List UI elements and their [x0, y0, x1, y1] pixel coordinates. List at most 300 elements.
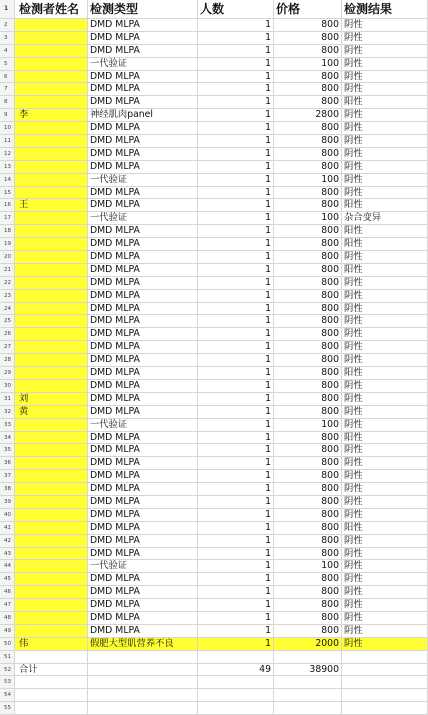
- cell-price[interactable]: 800: [274, 264, 342, 276]
- cell-result[interactable]: 阴性: [342, 251, 428, 263]
- cell-name[interactable]: [15, 212, 88, 224]
- cell-type[interactable]: DMD MLPA: [88, 367, 198, 379]
- cell-price[interactable]: 800: [274, 548, 342, 560]
- cell-type[interactable]: DMD MLPA: [88, 573, 198, 585]
- cell-result[interactable]: 阴性: [342, 586, 428, 598]
- cell-name[interactable]: 黄: [15, 406, 88, 418]
- cell-count[interactable]: 1: [198, 380, 274, 392]
- cell-price[interactable]: 800: [274, 522, 342, 534]
- table-row: [0, 135, 428, 148]
- cell-result[interactable]: [342, 664, 428, 676]
- cell-price[interactable]: 100: [274, 174, 342, 186]
- cell-price[interactable]: 800: [274, 483, 342, 495]
- cell-count[interactable]: 1: [198, 19, 274, 31]
- cell-name[interactable]: [15, 83, 88, 95]
- cell-price[interactable]: 800: [274, 96, 342, 108]
- cell-result[interactable]: 阴性: [342, 380, 428, 392]
- cell-type[interactable]: DMD MLPA: [88, 432, 198, 444]
- cell-result[interactable]: 阳性: [342, 96, 428, 108]
- cell-price[interactable]: 800: [274, 457, 342, 469]
- cell-name[interactable]: [15, 122, 88, 134]
- cell-result[interactable]: 阳性: [342, 522, 428, 534]
- cell-type[interactable]: DMD MLPA: [88, 483, 198, 495]
- cell-count[interactable]: 1: [198, 174, 274, 186]
- cell-result[interactable]: [342, 651, 428, 663]
- cell-count[interactable]: 1: [198, 212, 274, 224]
- cell-price[interactable]: 800: [274, 341, 342, 353]
- cell-price[interactable]: 800: [274, 535, 342, 547]
- cell-type[interactable]: DMD MLPA: [88, 586, 198, 598]
- cell-count[interactable]: 1: [198, 509, 274, 521]
- cell-name[interactable]: 刘: [15, 393, 88, 405]
- cell-result[interactable]: 阳性: [342, 432, 428, 444]
- cell-result[interactable]: 阴性: [342, 509, 428, 521]
- cell-type[interactable]: [88, 702, 198, 714]
- cell-price[interactable]: 800: [274, 71, 342, 83]
- cell-result[interactable]: 阴性: [342, 573, 428, 585]
- header-name[interactable]: 检测者姓名: [15, 0, 88, 18]
- cell-price[interactable]: [274, 702, 342, 714]
- cell-count[interactable]: 1: [198, 109, 274, 121]
- cell-name[interactable]: [15, 161, 88, 173]
- cell-count[interactable]: 1: [198, 277, 274, 289]
- cell-count[interactable]: 1: [198, 315, 274, 327]
- table-row: [0, 548, 428, 561]
- cell-count[interactable]: 1: [198, 457, 274, 469]
- cell-name[interactable]: [15, 625, 88, 637]
- cell-name[interactable]: 伟: [15, 638, 88, 650]
- cell-name[interactable]: [15, 535, 88, 547]
- cell-result[interactable]: 阴性: [342, 19, 428, 31]
- cell-name[interactable]: [15, 135, 88, 147]
- cell-type[interactable]: DMD MLPA: [88, 187, 198, 199]
- cell-count[interactable]: 1: [198, 470, 274, 482]
- cell-price[interactable]: 100: [274, 212, 342, 224]
- cell-count[interactable]: 1: [198, 238, 274, 250]
- cell-price[interactable]: 800: [274, 32, 342, 44]
- cell-name[interactable]: [15, 560, 88, 572]
- cell-count[interactable]: 1: [198, 58, 274, 70]
- cell-result[interactable]: [342, 689, 428, 701]
- cell-price[interactable]: 100: [274, 58, 342, 70]
- cell-count[interactable]: 1: [198, 406, 274, 418]
- cell-name[interactable]: [15, 354, 88, 366]
- row-number: 22: [0, 277, 15, 289]
- cell-price[interactable]: 800: [274, 367, 342, 379]
- cell-type[interactable]: DMD MLPA: [88, 470, 198, 482]
- cell-type[interactable]: DMD MLPA: [88, 625, 198, 637]
- cell-name[interactable]: [15, 58, 88, 70]
- cell-count[interactable]: 1: [198, 251, 274, 263]
- cell-type[interactable]: DMD MLPA: [88, 264, 198, 276]
- cell-count[interactable]: [198, 702, 274, 714]
- cell-type[interactable]: DMD MLPA: [88, 148, 198, 160]
- table-row: [0, 470, 428, 483]
- cell-price[interactable]: 800: [274, 599, 342, 611]
- cell-price[interactable]: 800: [274, 19, 342, 31]
- cell-type[interactable]: DMD MLPA: [88, 19, 198, 31]
- cell-count[interactable]: 1: [198, 638, 274, 650]
- cell-type[interactable]: DMD MLPA: [88, 328, 198, 340]
- cell-name[interactable]: [15, 187, 88, 199]
- cell-result[interactable]: 阴性: [342, 406, 428, 418]
- cell-name[interactable]: [15, 509, 88, 521]
- cell-name[interactable]: [15, 522, 88, 534]
- cell-price[interactable]: [274, 651, 342, 663]
- cell-result[interactable]: 阴性: [342, 483, 428, 495]
- cell-price[interactable]: 800: [274, 303, 342, 315]
- cell-result[interactable]: 阴性: [342, 457, 428, 469]
- cell-type[interactable]: DMD MLPA: [88, 548, 198, 560]
- row-number: 53: [0, 676, 15, 688]
- cell-type[interactable]: DMD MLPA: [88, 612, 198, 624]
- cell-name[interactable]: 王: [15, 199, 88, 211]
- header-result[interactable]: 检测结果: [342, 0, 428, 18]
- cell-count[interactable]: 1: [198, 225, 274, 237]
- cell-count[interactable]: 1: [198, 535, 274, 547]
- row-number: 8: [0, 96, 15, 108]
- cell-name[interactable]: [15, 457, 88, 469]
- table-row: [0, 393, 428, 406]
- table-row: [0, 109, 428, 122]
- cell-price[interactable]: 800: [274, 187, 342, 199]
- cell-result[interactable]: 阴性: [342, 328, 428, 340]
- cell-result[interactable]: 阴性: [342, 148, 428, 160]
- cell-price[interactable]: 2800: [274, 109, 342, 121]
- cell-name[interactable]: [15, 238, 88, 250]
- cell-price[interactable]: [274, 689, 342, 701]
- cell-result[interactable]: 阴性: [342, 625, 428, 637]
- cell-name[interactable]: [15, 676, 88, 688]
- cell-price[interactable]: [274, 676, 342, 688]
- cell-count[interactable]: 1: [198, 32, 274, 44]
- cell-result[interactable]: 阴性: [342, 548, 428, 560]
- cell-name[interactable]: [15, 702, 88, 714]
- cell-count[interactable]: 1: [198, 135, 274, 147]
- cell-type[interactable]: DMD MLPA: [88, 71, 198, 83]
- cell-name[interactable]: [15, 444, 88, 456]
- cell-type[interactable]: DMD MLPA: [88, 122, 198, 134]
- cell-name[interactable]: [15, 483, 88, 495]
- cell-result[interactable]: 阴性: [342, 187, 428, 199]
- cell-price[interactable]: 800: [274, 380, 342, 392]
- cell-type[interactable]: DMD MLPA: [88, 161, 198, 173]
- cell-price[interactable]: 800: [274, 83, 342, 95]
- cell-name[interactable]: [15, 573, 88, 585]
- cell-count[interactable]: 1: [198, 96, 274, 108]
- cell-name[interactable]: [15, 341, 88, 353]
- cell-type[interactable]: DMD MLPA: [88, 341, 198, 353]
- cell-result[interactable]: 阳性: [342, 199, 428, 211]
- cell-result[interactable]: 阴性: [342, 560, 428, 572]
- cell-count[interactable]: 1: [198, 419, 274, 431]
- cell-name[interactable]: [15, 599, 88, 611]
- cell-type[interactable]: 假肥大型肌营养不良: [88, 638, 198, 650]
- row-number: 38: [0, 483, 15, 495]
- cell-count[interactable]: 1: [198, 290, 274, 302]
- cell-count[interactable]: 1: [198, 548, 274, 560]
- cell-count[interactable]: 1: [198, 483, 274, 495]
- cell-count[interactable]: 1: [198, 71, 274, 83]
- cell-count[interactable]: 1: [198, 522, 274, 534]
- cell-count[interactable]: 1: [198, 393, 274, 405]
- cell-name[interactable]: [15, 470, 88, 482]
- cell-name[interactable]: [15, 380, 88, 392]
- cell-type[interactable]: DMD MLPA: [88, 277, 198, 289]
- cell-name[interactable]: [15, 315, 88, 327]
- cell-type[interactable]: DMD MLPA: [88, 406, 198, 418]
- cell-count[interactable]: 1: [198, 573, 274, 585]
- cell-result[interactable]: 阳性: [342, 238, 428, 250]
- cell-name[interactable]: [15, 251, 88, 263]
- cell-count[interactable]: 1: [198, 328, 274, 340]
- cell-result[interactable]: 阴性: [342, 277, 428, 289]
- cell-name[interactable]: [15, 586, 88, 598]
- cell-price[interactable]: 800: [274, 573, 342, 585]
- cell-type[interactable]: DMD MLPA: [88, 315, 198, 327]
- cell-count[interactable]: [198, 651, 274, 663]
- cell-type[interactable]: DMD MLPA: [88, 135, 198, 147]
- cell-count[interactable]: [198, 689, 274, 701]
- cell-name[interactable]: [15, 148, 88, 160]
- cell-count[interactable]: 1: [198, 199, 274, 211]
- table-row: [0, 277, 428, 290]
- cell-price[interactable]: 800: [274, 496, 342, 508]
- row-number: 44: [0, 560, 15, 572]
- cell-type[interactable]: DMD MLPA: [88, 457, 198, 469]
- cell-result[interactable]: 阴性: [342, 393, 428, 405]
- cell-price[interactable]: 800: [274, 586, 342, 598]
- cell-type[interactable]: DMD MLPA: [88, 199, 198, 211]
- cell-type[interactable]: DMD MLPA: [88, 45, 198, 57]
- cell-type[interactable]: DMD MLPA: [88, 393, 198, 405]
- cell-price[interactable]: 800: [274, 290, 342, 302]
- header-count[interactable]: 人数: [198, 0, 274, 18]
- cell-type[interactable]: DMD MLPA: [88, 290, 198, 302]
- cell-type[interactable]: 一代验证: [88, 419, 198, 431]
- cell-result[interactable]: 阴性: [342, 470, 428, 482]
- cell-price[interactable]: 800: [274, 277, 342, 289]
- cell-price[interactable]: 800: [274, 238, 342, 250]
- cell-type[interactable]: DMD MLPA: [88, 535, 198, 547]
- cell-result[interactable]: 阴性: [342, 341, 428, 353]
- cell-count[interactable]: 1: [198, 586, 274, 598]
- cell-result[interactable]: 阴性: [342, 174, 428, 186]
- cell-price[interactable]: 800: [274, 122, 342, 134]
- cell-result[interactable]: 阴性: [342, 290, 428, 302]
- cell-type[interactable]: DMD MLPA: [88, 522, 198, 534]
- cell-price[interactable]: 100: [274, 419, 342, 431]
- cell-count[interactable]: 1: [198, 612, 274, 624]
- cell-name[interactable]: [15, 96, 88, 108]
- cell-price[interactable]: 2000: [274, 638, 342, 650]
- row-number: 36: [0, 457, 15, 469]
- cell-type[interactable]: DMD MLPA: [88, 96, 198, 108]
- cell-price[interactable]: 800: [274, 625, 342, 637]
- cell-result[interactable]: 阴性: [342, 122, 428, 134]
- cell-type[interactable]: DMD MLPA: [88, 380, 198, 392]
- cell-type[interactable]: DMD MLPA: [88, 83, 198, 95]
- cell-result[interactable]: 阴性: [342, 161, 428, 173]
- cell-result[interactable]: 阴性: [342, 535, 428, 547]
- cell-result[interactable]: 阴性: [342, 58, 428, 70]
- cell-price[interactable]: 800: [274, 612, 342, 624]
- header-price[interactable]: 价格: [274, 0, 342, 18]
- table-row: [0, 122, 428, 135]
- cell-result[interactable]: 阳性: [342, 264, 428, 276]
- cell-price[interactable]: 800: [274, 444, 342, 456]
- cell-name[interactable]: [15, 290, 88, 302]
- cell-price[interactable]: 800: [274, 148, 342, 160]
- cell-price[interactable]: 800: [274, 225, 342, 237]
- row-number: 33: [0, 419, 15, 431]
- row-number: 17: [0, 212, 15, 224]
- cell-result[interactable]: 阴性: [342, 45, 428, 57]
- cell-result[interactable]: 阴性: [342, 32, 428, 44]
- cell-price[interactable]: 800: [274, 509, 342, 521]
- cell-type[interactable]: DMD MLPA: [88, 225, 198, 237]
- cell-type[interactable]: DMD MLPA: [88, 354, 198, 366]
- cell-result[interactable]: 杂合变异: [342, 212, 428, 224]
- row-number: 29: [0, 367, 15, 379]
- cell-result[interactable]: 阴性: [342, 109, 428, 121]
- cell-count[interactable]: 1: [198, 625, 274, 637]
- cell-result[interactable]: 阴性: [342, 135, 428, 147]
- cell-name[interactable]: [15, 689, 88, 701]
- cell-type[interactable]: 一代验证: [88, 212, 198, 224]
- cell-type[interactable]: DMD MLPA: [88, 251, 198, 263]
- cell-count[interactable]: 1: [198, 161, 274, 173]
- cell-name[interactable]: [15, 548, 88, 560]
- cell-count[interactable]: 1: [198, 187, 274, 199]
- cell-count[interactable]: 1: [198, 496, 274, 508]
- cell-name[interactable]: [15, 328, 88, 340]
- cell-result[interactable]: 阳性: [342, 225, 428, 237]
- cell-count[interactable]: 1: [198, 432, 274, 444]
- cell-price[interactable]: 800: [274, 328, 342, 340]
- cell-price[interactable]: 800: [274, 315, 342, 327]
- cell-name[interactable]: [15, 612, 88, 624]
- cell-result[interactable]: 阳性: [342, 367, 428, 379]
- cell-result[interactable]: 阴性: [342, 83, 428, 95]
- cell-price[interactable]: 800: [274, 406, 342, 418]
- cell-result[interactable]: 阴性: [342, 496, 428, 508]
- table-row: [0, 71, 428, 84]
- cell-name[interactable]: [15, 367, 88, 379]
- cell-name[interactable]: [15, 651, 88, 663]
- cell-count[interactable]: [198, 676, 274, 688]
- cell-count[interactable]: 1: [198, 148, 274, 160]
- cell-type[interactable]: [88, 676, 198, 688]
- table-row: [0, 290, 428, 303]
- cell-name[interactable]: 李: [15, 109, 88, 121]
- cell-result[interactable]: 阴性: [342, 612, 428, 624]
- table-row: [0, 19, 428, 32]
- cell-price[interactable]: 800: [274, 251, 342, 263]
- cell-count[interactable]: 1: [198, 303, 274, 315]
- cell-name[interactable]: [15, 432, 88, 444]
- row-number: 23: [0, 290, 15, 302]
- cell-count[interactable]: 1: [198, 83, 274, 95]
- cell-name[interactable]: [15, 264, 88, 276]
- row-number: 42: [0, 535, 15, 547]
- cell-result[interactable]: [342, 676, 428, 688]
- cell-result[interactable]: 阴性: [342, 354, 428, 366]
- cell-result[interactable]: 阴性: [342, 419, 428, 431]
- cell-price[interactable]: 800: [274, 135, 342, 147]
- cell-type[interactable]: DMD MLPA: [88, 32, 198, 44]
- cell-type[interactable]: 一代验证: [88, 174, 198, 186]
- cell-name[interactable]: [15, 19, 88, 31]
- cell-price[interactable]: 800: [274, 199, 342, 211]
- cell-type[interactable]: 一代验证: [88, 560, 198, 572]
- cell-count[interactable]: 1: [198, 444, 274, 456]
- cell-price[interactable]: 100: [274, 560, 342, 572]
- cell-count[interactable]: 1: [198, 560, 274, 572]
- cell-result[interactable]: [342, 702, 428, 714]
- cell-price[interactable]: 800: [274, 432, 342, 444]
- cell-count[interactable]: 49: [198, 664, 274, 676]
- cell-count[interactable]: 1: [198, 599, 274, 611]
- cell-count[interactable]: 1: [198, 122, 274, 134]
- row-number: 43: [0, 548, 15, 560]
- cell-name[interactable]: [15, 225, 88, 237]
- cell-result[interactable]: 阴性: [342, 638, 428, 650]
- cell-result[interactable]: 阴性: [342, 303, 428, 315]
- cell-name[interactable]: 合计: [15, 664, 88, 676]
- header-type[interactable]: 检测类型: [88, 0, 198, 18]
- cell-type[interactable]: DMD MLPA: [88, 599, 198, 611]
- cell-result[interactable]: 阴性: [342, 599, 428, 611]
- cell-price[interactable]: 800: [274, 354, 342, 366]
- cell-name[interactable]: [15, 496, 88, 508]
- cell-count[interactable]: 1: [198, 354, 274, 366]
- cell-type[interactable]: DMD MLPA: [88, 496, 198, 508]
- cell-price[interactable]: 800: [274, 470, 342, 482]
- cell-price[interactable]: 38900: [274, 664, 342, 676]
- cell-name[interactable]: [15, 71, 88, 83]
- cell-count[interactable]: 1: [198, 367, 274, 379]
- table-row: [0, 328, 428, 341]
- cell-name[interactable]: [15, 277, 88, 289]
- cell-result[interactable]: 阴性: [342, 444, 428, 456]
- cell-name[interactable]: [15, 32, 88, 44]
- cell-count[interactable]: 1: [198, 45, 274, 57]
- cell-count[interactable]: 1: [198, 264, 274, 276]
- row-number: 10: [0, 122, 15, 134]
- cell-result[interactable]: 阴性: [342, 71, 428, 83]
- cell-type[interactable]: [88, 651, 198, 663]
- cell-type[interactable]: DMD MLPA: [88, 444, 198, 456]
- cell-name[interactable]: [15, 45, 88, 57]
- cell-name[interactable]: [15, 303, 88, 315]
- cell-name[interactable]: [15, 174, 88, 186]
- cell-price[interactable]: 800: [274, 45, 342, 57]
- cell-type[interactable]: DMD MLPA: [88, 303, 198, 315]
- cell-price[interactable]: 800: [274, 161, 342, 173]
- row-number: 47: [0, 599, 15, 611]
- cell-price[interactable]: 800: [274, 393, 342, 405]
- cell-type[interactable]: [88, 664, 198, 676]
- cell-name[interactable]: [15, 419, 88, 431]
- cell-type[interactable]: DMD MLPA: [88, 509, 198, 521]
- cell-type[interactable]: 一代验证: [88, 58, 198, 70]
- cell-type[interactable]: [88, 689, 198, 701]
- cell-type[interactable]: DMD MLPA: [88, 238, 198, 250]
- cell-result[interactable]: 阴性: [342, 315, 428, 327]
- cell-count[interactable]: 1: [198, 341, 274, 353]
- cell-type[interactable]: 神经肌肉panel: [88, 109, 198, 121]
